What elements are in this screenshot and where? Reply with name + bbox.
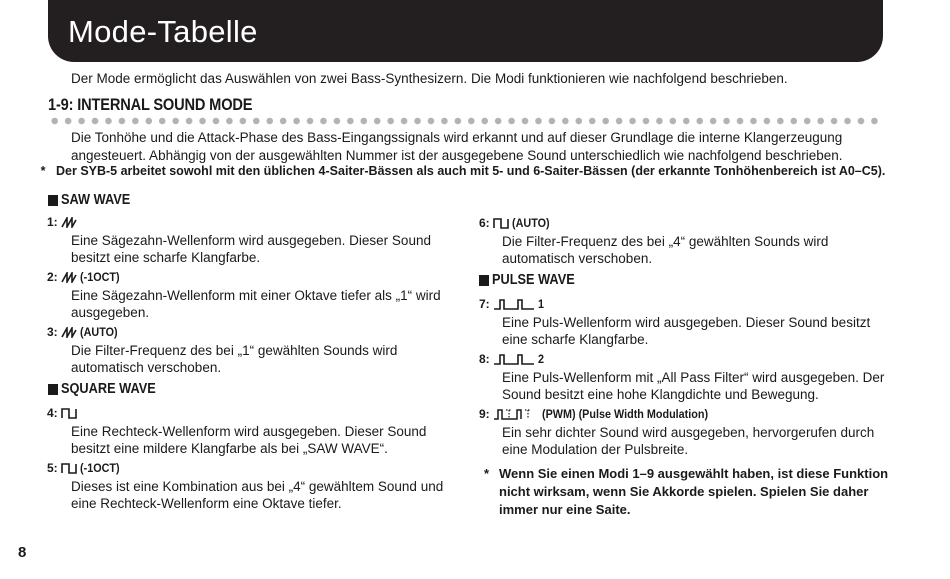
section-title: 1-9: INTERNAL SOUND MODE	[48, 95, 253, 114]
square-bullet-icon	[479, 275, 489, 286]
square-bullet-icon	[48, 384, 58, 395]
mode-5-label: 5: (-1OCT)	[47, 461, 120, 475]
pwm-wave-icon	[493, 409, 539, 420]
mode-2-label: 2: (-1OCT)	[47, 270, 120, 284]
saw-wave-icon	[61, 217, 77, 228]
mode-6-label: 6: (AUTO)	[479, 216, 550, 230]
square-wave-icon	[61, 408, 77, 419]
mode-4-text: Eine Rechteck-Wellenform wird ausgegeben. Dieser Sound besitzt eine mildere Klangfarbe als bei „SAW WAVE“.	[71, 424, 427, 457]
chord-warning-note	[484, 465, 894, 520]
mode-9-label: 9: (PWM) (Pulse Width Modulation)	[479, 407, 708, 421]
mode-7-text: Eine Puls-Wellenform wird ausgegeben. Dieser Sound besitzt eine scharfe Klangfarbe.	[502, 315, 871, 348]
mode-5-text: Dieses ist eine Kombination aus bei „4“ gewähltem Sound und eine Rechteck-Wellenform eine Oktave tiefer.	[71, 479, 444, 512]
mode-9-text: Ein sehr dichter Sound wird ausgegeben, hervorgerufen durch eine Modulation der Pulsbreite.	[502, 425, 875, 458]
group-heading-saw: SAW WAVE	[48, 192, 140, 208]
page-number: 8	[18, 544, 27, 561]
square-bullet-icon	[48, 195, 58, 206]
mode-8-label: 8: 2	[479, 352, 544, 366]
mode-8-text: Eine Puls-Wellenform mit „All Pass Filter“ wird ausgegeben. Der Sound besitzt eine hohe Klangdichte und Bewegung.	[502, 370, 885, 403]
mode-1-label: 1:	[47, 215, 80, 229]
mode-2-text: Eine Sägezahn-Wellenform mit einer Oktave tiefer als „1“ wird ausgegeben.	[71, 288, 441, 321]
page-header	[48, 0, 883, 62]
mode-6-text: Die Filter-Frequenz des bei „4“ gewählten Sounds wird automatisch verschoben.	[502, 234, 829, 267]
dotted-divider	[48, 115, 883, 127]
saw-wave-icon	[61, 272, 77, 283]
pulse-wave-icon	[493, 299, 535, 310]
mode-3-label: 3: (AUTO)	[47, 325, 118, 339]
warning-text: Wenn Sie einen Modi 1–9 ausgewählt haben, ist diese Funktion nicht wirksam, wenn Sie Akkorde spielen. Spielen Sie daher immer nur eine Saite.	[499, 466, 889, 518]
note-text: Der SYB-5 arbeitet sowohl mit den üblichen 4-Saiter-Bässen als auch mit 5- und 6-Saiter-Bässen (der erkannte Tonhöhenbereich ist A0–C5).	[56, 164, 886, 178]
mode-7-label: 7: 1	[479, 297, 544, 311]
square-wave-icon	[61, 463, 77, 474]
mode-1-text: Eine Sägezahn-Wellenform wird ausgegeben. Dieser Sound besitzt eine scharfe Klangfarbe.	[71, 233, 431, 266]
pulse-wave-icon	[493, 354, 535, 365]
section-description: Die Tonhöhe und die Attack-Phase des Bass-Eingangssignals wird erkannt und auf dieser Grundlage die interne Klangerzeugung angesteuert. Abhängig von der ausgewählten Nummer ist der ausgegebene Sound unterschiedlich wie nachfolgend beschrieben.	[71, 130, 843, 163]
group-heading-square: SQUARE WAVE	[48, 381, 169, 397]
section-note	[30, 164, 885, 178]
intro-text: Der Mode ermöglicht das Auswählen von zwei Bass-Synthesizern. Die Modi funktionieren wie nachfolgend beschrieben.	[71, 71, 788, 86]
note-marker: *	[40, 164, 46, 178]
saw-wave-icon	[61, 327, 77, 338]
warning-marker: *	[484, 466, 490, 481]
mode-4-label: 4:	[47, 406, 80, 420]
mode-3-text: Die Filter-Frequenz des bei „1“ gewählten Sounds wird automatisch verschoben.	[71, 343, 398, 376]
group-heading-pulse: PULSE WAVE	[479, 272, 586, 288]
page-title: Mode-Tabelle	[68, 14, 258, 49]
square-wave-icon	[493, 218, 509, 229]
